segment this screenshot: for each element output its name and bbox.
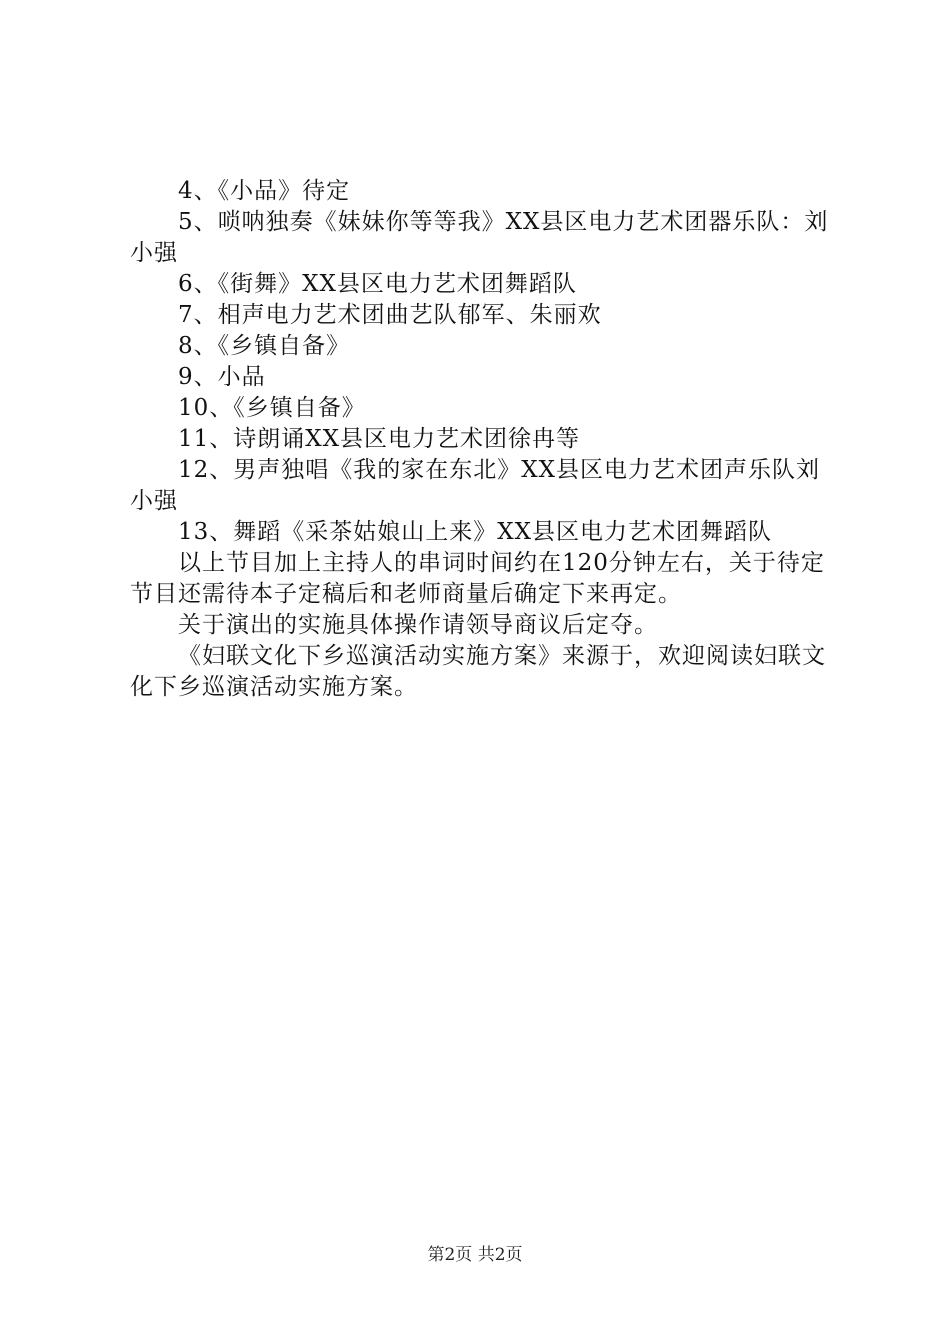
program-item-8: 8、《乡镇自备》 [178, 333, 351, 359]
program-item-13: 13、舞蹈《采茶姑娘山上来》XX县区电力艺术团舞蹈队 [178, 519, 773, 545]
program-item-12: 12、男声独唱《我的家在东北》XX县区电力艺术团声乐队刘小强 [130, 457, 821, 514]
document-body [130, 176, 835, 703]
program-item-6: 6、《街舞》XX县区电力艺术团舞蹈队 [178, 271, 577, 297]
implementation-note: 关于演出的实施具体操作请领导商议后定夺。 [178, 612, 658, 638]
program-item-5: 5、唢呐独奏《妹妹你等等我》XX县区电力艺术团器乐队：刘小强 [130, 209, 829, 266]
program-item-10: 10、《乡镇自备》 [178, 395, 366, 421]
duration-note: 以上节目加上主持人的串词时间约在120分钟左右，关于待定节目还需待本子定稿后和老师商量后确定下来再定。 [130, 550, 825, 607]
source-note: 《妇联文化下乡巡演活动实施方案》来源于，欢迎阅读妇联文化下乡巡演活动实施方案。 [130, 643, 826, 700]
page-footer: 第2页 共2页 [427, 1245, 523, 1265]
program-item-4: 4、《小品》待定 [178, 178, 351, 204]
program-item-9: 9、小品 [178, 364, 266, 390]
program-item-7: 7、相声电力艺术团曲艺队郁军、朱丽欢 [178, 302, 602, 328]
program-item-11: 11、诗朗诵XX县区电力艺术团徐冉等 [178, 426, 581, 452]
